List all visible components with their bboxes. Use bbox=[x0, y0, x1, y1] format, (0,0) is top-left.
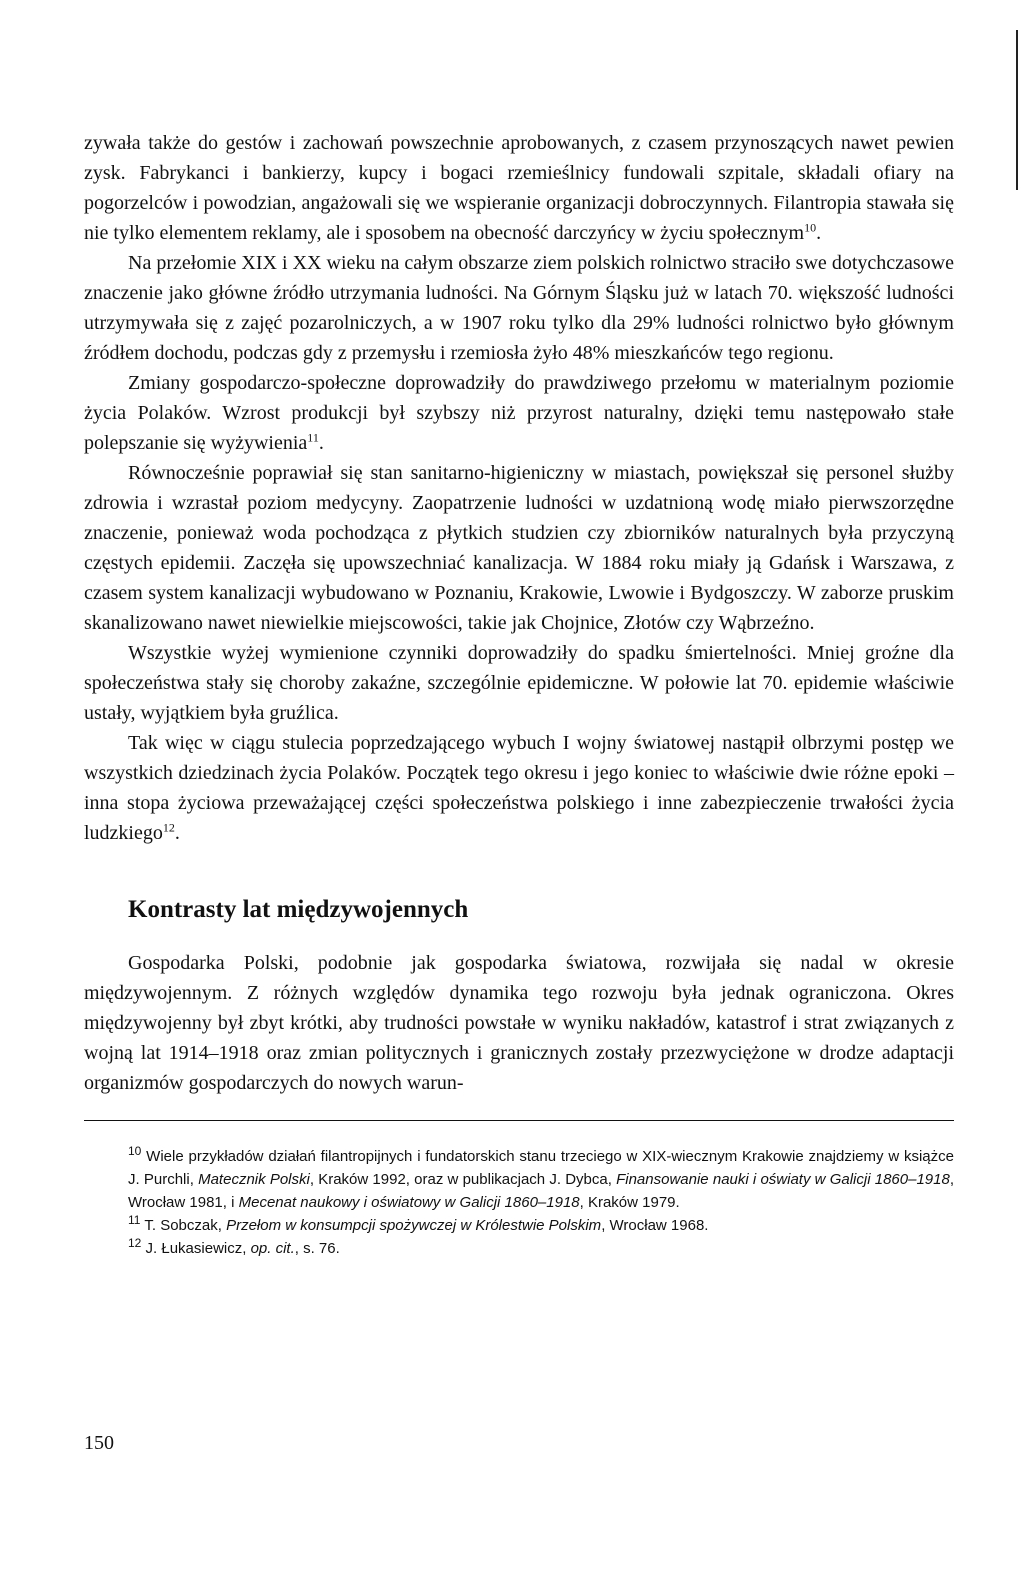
footnote-11 bbox=[128, 1214, 954, 1237]
footnote-ref-12[interactable]: 12 bbox=[162, 820, 175, 835]
footnote-11-title: Przełom w konsumpcji spożywczej w Królestwie Polskim bbox=[226, 1217, 602, 1234]
footnote-12-text-a: J. Łukasiewicz, bbox=[145, 1240, 251, 1257]
footnote-12 bbox=[128, 1237, 954, 1260]
paragraph-6 bbox=[84, 728, 954, 848]
paragraph-5: Wszystkie wyżej wymienione czynniki doprowadziły do spadku śmiertelności. Mniej groźne dla społeczeństwa stały się choroby zakaźne, szczególnie epidemiczne. W połowie lat 70. epidemie właściwie ustały, wyjątkiem była gruźlica. bbox=[84, 642, 954, 724]
footnote-11-text-c: , Wrocław 1968. bbox=[601, 1217, 709, 1234]
document-page bbox=[84, 128, 954, 1260]
paragraph-3-end: . bbox=[318, 432, 324, 454]
page-edge-line bbox=[1016, 30, 1018, 190]
footnote-11-text-a: T. Sobczak, bbox=[144, 1217, 227, 1234]
paragraph-1 bbox=[84, 128, 954, 248]
footnotes bbox=[84, 1145, 954, 1260]
footnote-ref-10[interactable]: 10 bbox=[804, 220, 817, 235]
paragraph-2: Na przełomie XIX i XX wieku na całym obszarze ziem polskich rolnictwo straciło swe dotychczasowe znaczenie jako główne źródło utrzymania ludności. Na Górnym Śląsku już w latach 70. większość ludności utrzymywała się z zajęć pozarolniczych, a w 1907 roku tylko dla 29% ludności rolnictwo było głównym źródłem dochodu, podczas gdy z przemysłu i rzemiosła żyło 48% mieszkańców tego regionu. bbox=[84, 252, 954, 364]
footnote-10-title-1: Matecznik Polski bbox=[198, 1171, 310, 1188]
footnote-10-number: 10 bbox=[128, 1144, 142, 1158]
footnote-10-text-a: Wiele przykładów działań filantropijnych i fundatorskich stanu trzeciego w XIX-wiecznym Krakowie znajdziemy w książce J. Purchli, bbox=[128, 1148, 954, 1188]
footnote-12-number: 12 bbox=[128, 1236, 142, 1250]
footnote-ref-11[interactable]: 11 bbox=[307, 430, 319, 445]
paragraph-4: Równocześnie poprawiał się stan sanitarno-higieniczny w miastach, powiększał się personel służby zdrowia i wzrastał poziom medycyny. Zaopatrzenie ludności w uzdatnioną wodę miało pierwszorzędne znaczenie, ponieważ woda pochodząca z płytkich studzien czy zbiorników naturalnych była przyczyną częstych epidemii. Zaczęła się upowszechniać kanalizacja. W 1884 roku miały ją Gdańsk i Warszawa, z czasem system kanalizacji wybudowano w Poznaniu, Krakowie, Lwowie i Bydgoszczy. W zaborze pruskim skanalizowano nawet niewielkie miejscowości, takie jak Chojnice, Złotów czy Wąbrzeźno. bbox=[84, 462, 954, 634]
paragraph-1-text: zywała także do gestów i zachowań powszechnie aprobowanych, z czasem przynoszących nawet pewien zysk. Fabrykanci i bankierzy, kupcy i bogaci rzemieślnicy fundowali szpitale, składali ofiary na pogorzelców i powodzian, angażowali się we wspieranie organizacji dobroczynnych. Filantropia stawała się nie tylko elementem reklamy, ale i sposobem na obecność darczyńcy w życiu społecznym bbox=[84, 132, 954, 244]
paragraph-1-end: . bbox=[816, 222, 822, 244]
section-heading: Kontrasty lat międzywojennych bbox=[128, 896, 469, 923]
footnote-12-text-c: , s. 76. bbox=[294, 1240, 340, 1257]
paragraph-3-text: Zmiany gospodarczo-społeczne doprowadziły do prawdziwego przełomu w materialnym poziomie życia Polaków. Wzrost produkcji był szybszy niż przyrost naturalny, dzięki temu następowało stałe polepszanie się wyżywienia bbox=[84, 372, 954, 454]
footnote-10-title-3: Mecenat naukowy i oświatowy w Galicji 1860–1918 bbox=[238, 1194, 580, 1211]
paragraph-3 bbox=[84, 368, 954, 458]
paragraph-6-text: Tak więc w ciągu stulecia poprzedzającego wybuch I wojny światowej nastąpił olbrzymi postęp we wszystkich dziedzinach życia Polaków. Początek tego okresu i jego koniec to właściwie dwie różne epoki – inna stopa życiowa przeważającej części społeczeństwa polskiego i inne zabezpieczenie trwałości życia ludzkiego bbox=[84, 732, 954, 844]
paragraph-7: Gospodarka Polski, podobnie jak gospodarka światowa, rozwijała się nadal w okresie międzywojennym. Z różnych względów dynamika tego rozwoju była jednak ograniczona. Okres międzywojenny był zbyt krótki, aby trudności powstałe w wyniku nakładów, katastrof i strat związanych z wojną lat 1914–1918 oraz zmian politycznych i granicznych zostały przezwyciężone w drodze adaptacji organizmów gospodarczych do nowych warun- bbox=[84, 952, 954, 1094]
footnote-10-text-e: , Wrocław 1981, i bbox=[128, 1171, 954, 1211]
footnote-10-text-c: , Kraków 1992, oraz w publikacjach J. Dybca, bbox=[309, 1171, 617, 1188]
footnote-10-title-2: Finansowanie nauki i oświaty w Galicji 1860–1918 bbox=[616, 1171, 950, 1188]
footnote-12-title: op. cit. bbox=[250, 1240, 295, 1257]
paragraph-6-end: . bbox=[174, 822, 180, 844]
footnote-10-text-g: , Kraków 1979. bbox=[579, 1194, 680, 1211]
page-number: 150 bbox=[84, 1432, 114, 1454]
footnote-10 bbox=[128, 1145, 954, 1214]
footnote-divider bbox=[84, 1120, 954, 1121]
footnote-11-number: 11 bbox=[128, 1213, 141, 1227]
